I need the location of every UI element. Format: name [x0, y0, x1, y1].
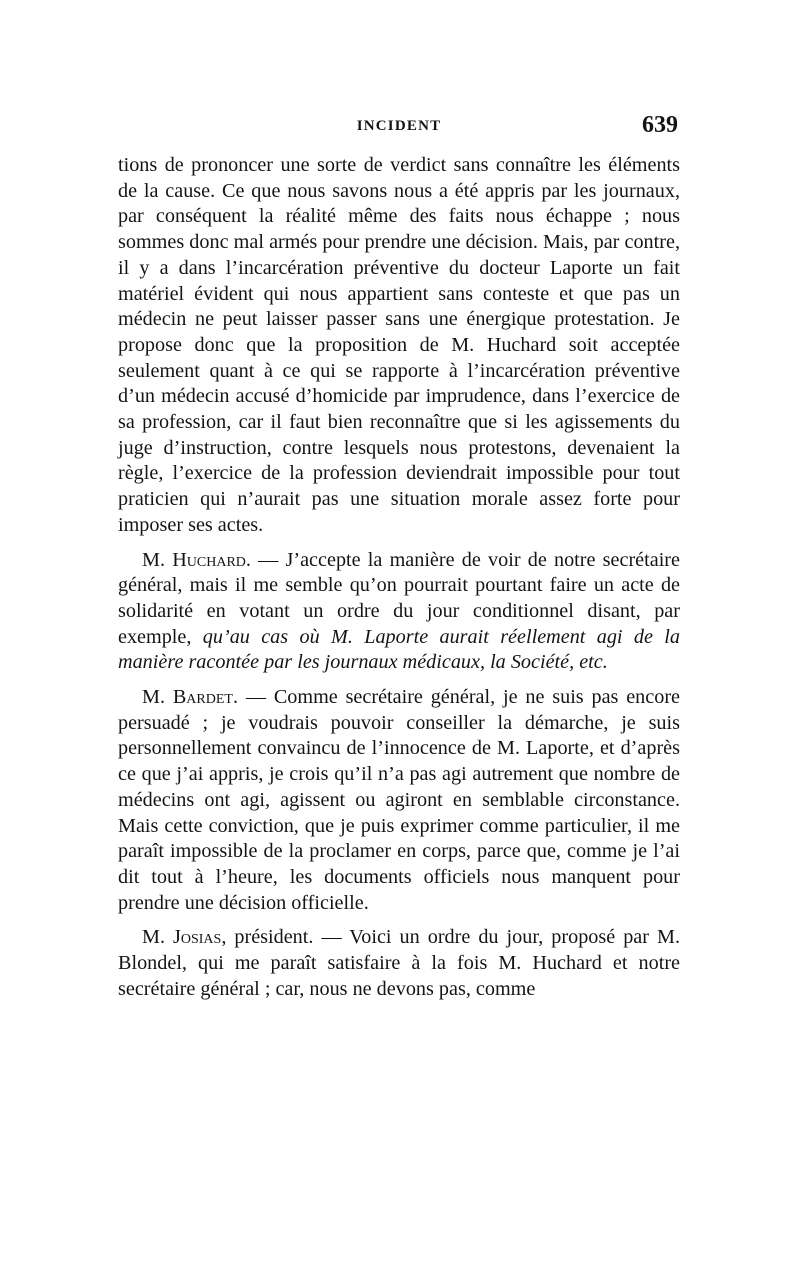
- paragraph-josias: [118, 925, 680, 1002]
- page-number: 639: [642, 112, 678, 138]
- page-header: [118, 112, 680, 142]
- body-text: [118, 153, 680, 1003]
- paragraph-text: — J’accepte la manière de voir de notre secrétaire général, mais il me semble qu’on pourrait pourtant faire un acte de solidarité en votant un ordre du jour conditionnel disant, par exemple,: [118, 548, 680, 648]
- paragraph-continuation: tions de prononcer une sorte de verdict sans connaître les éléments de la cause. Ce que nous savons nous a été appris par les journaux, par conséquent la réalité même des faits nous échappe ; nous sommes donc mal armés pour prendre une décision. Mais, par contre, il y a dans l’incarcération préventive du docteur Laporte un fait matériel évident qui nous appartient sans conteste et que pas un médecin ne peut laisser passer sans une énergique protestation. Je propose donc que la proposition de M. Huchard soit acceptée seulement quant à ce qui se rapporte à l’incarcération préventive d’un médecin accusé d’homicide par imprudence, dans l’exercice de sa profession, car il faut bien reconnaître que si les agissements du juge d’instruction, contre lesquels nous protestons, devenaient la règle, l’exercice de la profession deviendrait impossible pour tout praticien qui n’aurait pas une situation morale assez forte pour imposer ses actes.: [118, 154, 680, 536]
- paragraph-bardet: [118, 685, 680, 916]
- paragraph-huchard: [118, 548, 680, 677]
- running-title: INCIDENT: [356, 118, 442, 134]
- speaker-name: M. Josias,: [142, 926, 227, 949]
- speaker-name: M. Huchard.: [142, 548, 251, 571]
- italic-quote: qu’au cas où M. Laporte aurait réellement agi de la manière racontée par les journaux médicaux, la Société, etc.: [118, 625, 680, 674]
- paragraph-text: — Comme secrétaire général, je ne suis pas encore persuadé ; je voudrais pouvoir conseiller la démarche, je suis personnellement convaincu de l’innocence de M. Laporte, et d’après ce que j’ai appris, je crois qu’il n’a pas agi autrement que nombre de médecins ont agi, agissent ou agiront en semblable circonstance. Mais cette conviction, que je puis exprimer comme particulier, il me paraît impossible de la proclamer en corps, parce que, comme je l’ai dit tout à l’heure, les documents officiels nous manquent pour prendre une décision officielle.: [118, 686, 680, 914]
- paragraph-text: président. — Voici un ordre du jour, proposé par M. Blondel, qui me paraît satisfaire à la fois M. Huchard et notre secrétaire général ; car, nous ne devons pas, comme: [118, 926, 680, 1000]
- speaker-name: M. Bardet.: [142, 686, 238, 709]
